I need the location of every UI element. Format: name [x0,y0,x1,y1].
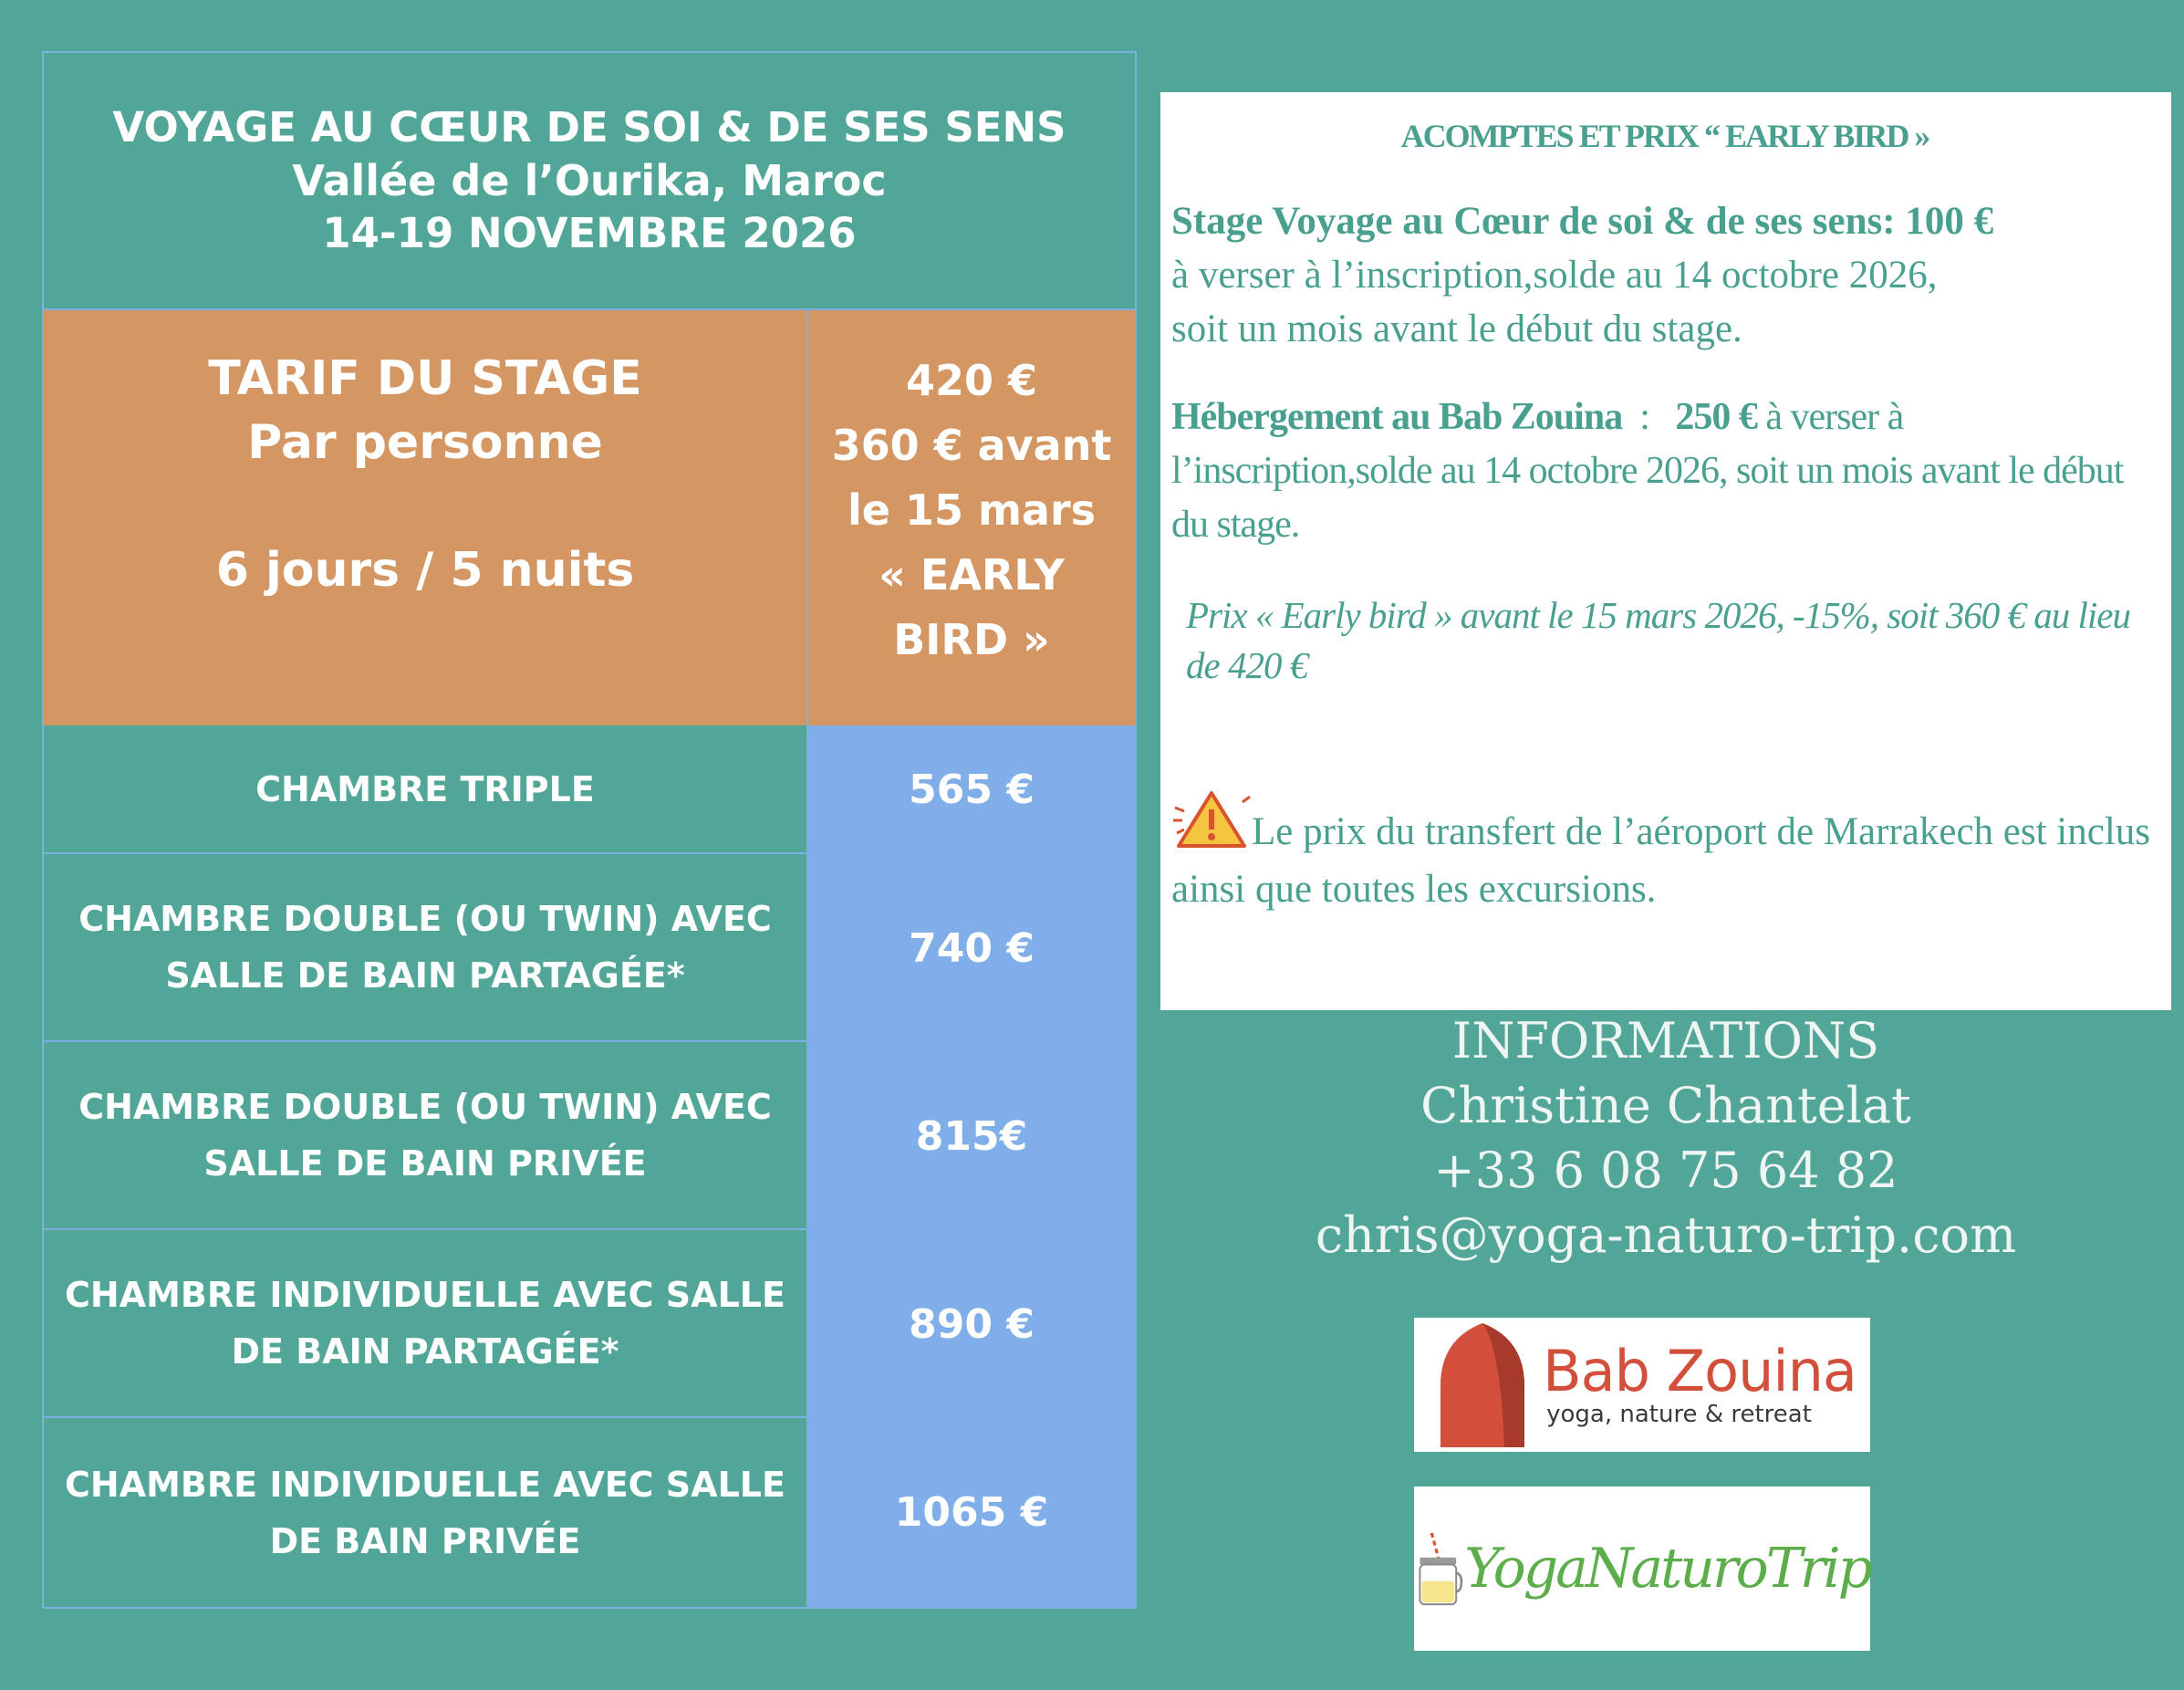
room-label-double-shared [44,854,808,1042]
contact-email[interactable]: chris@yoga-naturo-trip.com [1315,1206,2017,1264]
tarif-per-person: Par personne [247,415,603,470]
stage-deposit-rest-1: à verser à l’inscription,solde au 14 octobre 2026, [1171,254,1938,297]
hebergement-rest: à verser à l’inscription,solde au 14 octobre 2026, soit un mois avant le début du stage. [1171,396,2124,546]
room-price-single-private [808,1418,1135,1607]
room-price-single-shared [808,1230,1135,1418]
room-label-line: CHAMBRE DOUBLE (OU TWIN) AVEC [78,1087,772,1127]
tarif-price-regular: 420 € [905,356,1038,405]
room-price-value: 565 € [909,767,1035,813]
transfer-text: Le prix du transfert de l’aéroport de Marrakech est inclus ainsi que toutes les excursions. [1171,810,2151,911]
room-price-double-shared [808,854,1135,1042]
room-label-line: CHAMBRE TRIPLE [255,768,595,809]
deposits-title: ACOMPTES ET PRIX “ EARLY BIRD » [1400,118,1929,154]
warning-icon [1171,789,1252,863]
table-header [44,53,1135,310]
hebergement-amount: 250 € [1675,396,1757,438]
tarif-duration: 6 jours / 5 nuits [215,543,635,598]
tarif-early-bird-1: « EARLY [879,550,1065,600]
contact-name: Christine Chantelat [1420,1077,1911,1134]
bab-zouina-name: Bab Zouina [1543,1337,1856,1404]
room-label-double-private [44,1042,808,1230]
bab-zouina-arch-icon [1428,1321,1537,1449]
room-price-triple [808,725,1135,854]
transfer-note [1171,789,2158,915]
room-price-value: 890 € [909,1300,1035,1348]
room-label-line: SALLE DE BAIN PARTAGÉE* [165,955,685,996]
room-label-line: SALLE DE BAIN PRIVÉE [203,1143,647,1184]
room-price-value: 740 € [909,924,1035,972]
tarif-price-cell [808,310,1135,725]
bab-zouina-tagline: yoga, nature & retreat [1546,1400,1812,1428]
contact-phone[interactable]: +33 6 08 75 64 82 [1433,1142,1898,1199]
stage-deposit-sep: : [1882,200,1906,243]
stage-location: Vallée de l’Ourika, Maroc [292,156,887,205]
hebergement-deposit [1171,391,2158,552]
pricing-table [42,51,1137,1609]
contact-block [1160,1008,2171,1268]
tarif-title: TARIF DU STAGE [208,351,642,406]
early-bird-note: Prix « Early bird » avant le 15 mars 2026, -15%, soit 360 € au lieu de 420 € [1186,594,2130,686]
room-price-value: 1065 € [894,1489,1049,1536]
hebergement-label: Hébergement au Bab Zouina [1171,396,1623,438]
hebergement-sep: : [1622,396,1676,438]
room-label-line: CHAMBRE INDIVIDUELLE AVEC SALLE [65,1275,785,1315]
stage-deposit-rest-2: soit un mois avant le début du stage. [1171,308,1742,350]
room-label-single-shared [44,1230,808,1418]
stage-title: VOYAGE AU CŒUR DE SOI & DE SES SENS [112,103,1066,151]
contact-heading: INFORMATIONS [1451,1012,1880,1069]
stage-deposit-label: Stage Voyage au Cœur de soi & de ses sens [1171,200,1883,243]
juice-jar-icon [1414,1509,1464,1628]
bab-zouina-logo [1414,1318,1870,1452]
stage-deposit-amount: 100 € [1905,200,1994,243]
tarif-early-bird-2: BIRD » [893,615,1050,664]
yoga-naturo-trip-logo [1414,1487,1870,1651]
room-label-single-private [44,1418,808,1607]
room-label-line: CHAMBRE DOUBLE (OU TWIN) AVEC [78,899,772,939]
room-price-value: 815€ [915,1112,1028,1160]
room-label-line: DE BAIN PRIVÉE [269,1520,581,1561]
room-label-triple [44,725,808,854]
yoga-naturo-trip-name: YogaNaturoTrip [1464,1537,1870,1601]
tarif-price-early: 360 € avant [831,421,1112,470]
deposits-box [1160,92,2171,1010]
stage-dates: 14-19 NOVEMBRE 2026 [322,209,857,257]
room-label-line: DE BAIN PARTAGÉE* [231,1331,619,1372]
tarif-label-cell [44,310,808,725]
tarif-price-date: le 15 mars [847,485,1097,535]
room-price-double-private [808,1042,1135,1230]
stage-deposit [1171,194,2158,356]
room-label-line: CHAMBRE INDIVIDUELLE AVEC SALLE [65,1464,785,1505]
